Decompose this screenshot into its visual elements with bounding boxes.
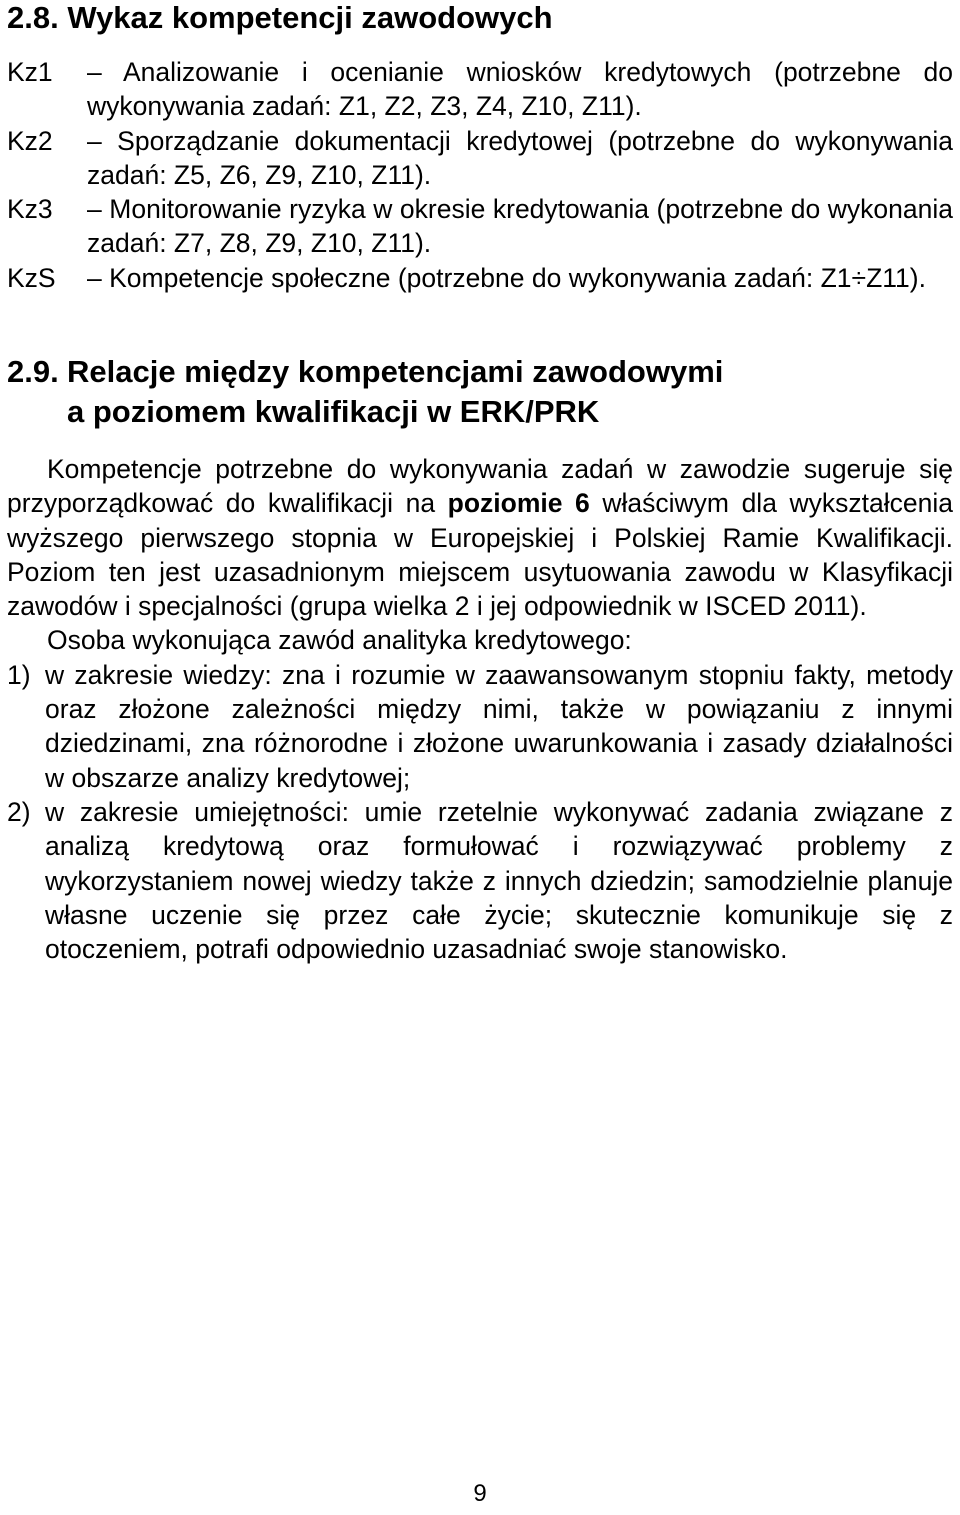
paragraph: [7, 452, 953, 623]
body-text: [7, 452, 953, 966]
list-item: [7, 658, 953, 795]
competency-item: [7, 261, 953, 295]
list-item: [7, 795, 953, 966]
list-text: w zakresie wiedzy: zna i rozumie w zaawansowanym stopniu fakty, metody oraz złożone zależności między nimi, także w powiązaniu z innymi dziedzinami, zna różnorodne i złożone uwarunkowania i zasady działalności w obszarze analizy kredytowej;: [45, 659, 953, 793]
subsection-number: 2.9.: [7, 354, 59, 389]
competency-item: [7, 192, 953, 261]
competency-text: – Sporządzanie dokumentacji kredytowej (potrzebne do wykonywania zadań: Z5, Z6, Z9, Z10, Z11).: [87, 125, 953, 190]
list-number: 1): [7, 659, 31, 690]
subsection-title-line1: Relacje między kompetencjami zawodowymi: [67, 354, 724, 389]
competency-text: – Analizowanie i ocenianie wniosków kredytowych (potrzebne do wykonywania zadań: Z1, Z2, Z3, Z4, Z10, Z11).: [87, 57, 953, 122]
page-number: 9: [473, 1480, 487, 1507]
paragraph-text: Kompetencje potrzebne do wykonywania zadań w zawodzie sugeruje się przyporządkować do kwalifikacji na: [7, 454, 953, 519]
section-title: 2.8. Wykaz kompetencji zawodowych: [7, 0, 553, 35]
competency-item: [7, 124, 953, 193]
list-text: w zakresie umiejętności: umie rzetelnie wykonywać zadania związane z analizą kredytową oraz formułować i rozwiązywać problemy z wykorzystaniem nowej wiedzy także z innych dziedzin; samodzielnie planuje własne uczenie się przez całe życie; skutecznie komunikuje się z otoczeniem, potrafi odpowiednio uzasadniać swoje stanowisko.: [45, 796, 953, 965]
subsection-title: [7, 352, 723, 432]
competency-code: Kz3: [7, 194, 53, 225]
competency-code: Kz2: [7, 125, 53, 156]
competency-code: Kz1: [7, 57, 53, 87]
competency-item: [7, 55, 953, 124]
emphasis: poziomie 6: [447, 488, 590, 519]
subsection-title-line2: a poziomem kwalifikacji w ERK/PRK: [67, 394, 600, 429]
paragraph: Osoba wykonująca zawód analityka kredytowego:: [47, 625, 632, 656]
competency-text: – Kompetencje społeczne (potrzebne do wykonywania zadań: Z1÷Z11).: [87, 262, 926, 293]
competency-list: [7, 55, 953, 295]
competency-text: – Monitorowanie ryzyka w okresie kredytowania (potrzebne do wykonania zadań: Z7, Z8, Z9, Z10, Z11).: [87, 194, 953, 259]
list-number: 2): [7, 796, 31, 827]
competency-code: KzS: [7, 262, 56, 293]
paragraph-text: właściwym dla wykształcenia wyższego pierwszego stopnia w Europejskiej i Polskiej Ramie Kwalifikacji. Poziom ten jest uzasadnionym miejscem usytuowania zawodu w Klasyfikacji zawodów i specjalności (grupa wielka 2 i jej odpowiednik w ISCED 2011).: [7, 488, 953, 622]
